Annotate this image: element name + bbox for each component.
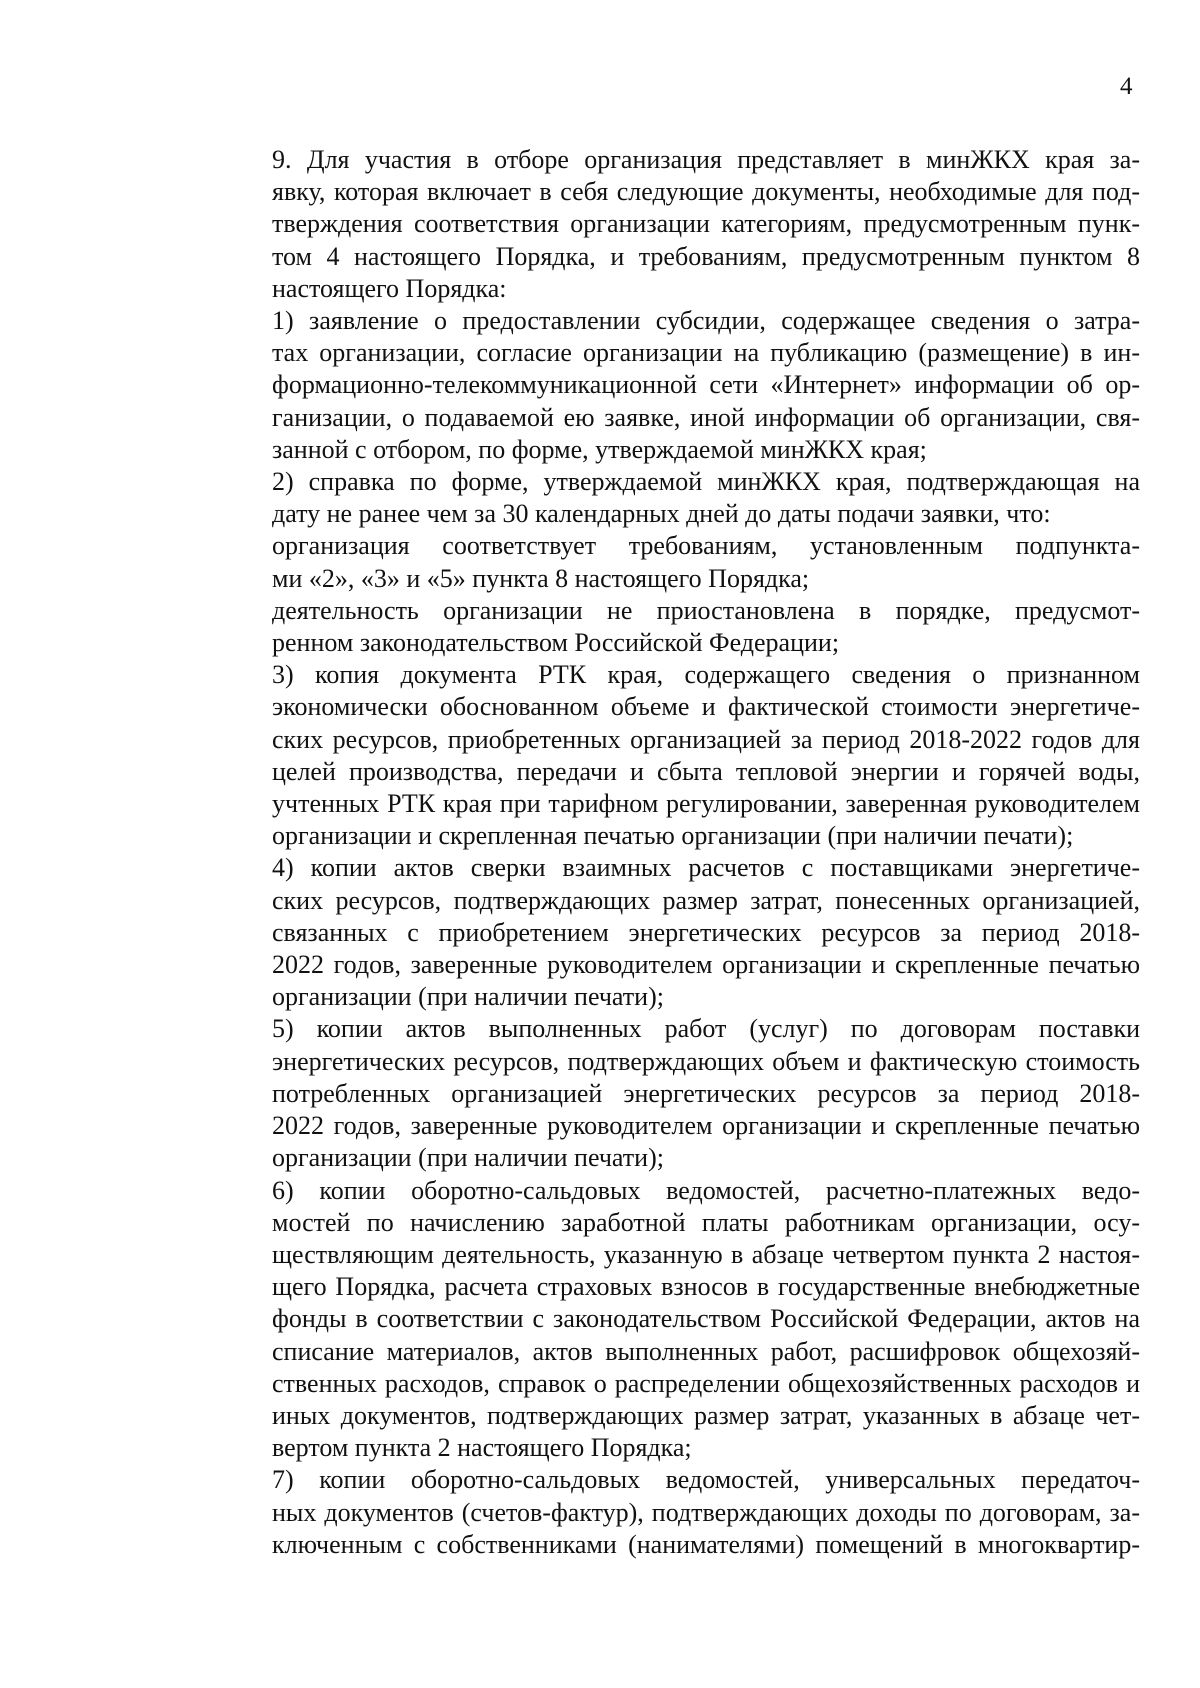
text-line: организация соответствует требованиям, установленным подпункта- [272, 531, 1140, 561]
text-line: тах организации, согласие организации на публикацию (размещение) в ин- [272, 338, 1140, 368]
text-line: занной с отбором, по форме, утверждаемой минЖКХ края; [272, 434, 927, 464]
text-line: списание материалов, актов выполненных работ, расшифровок общехозяй- [272, 1336, 1140, 1366]
text-line: тверждения соответствия организации категориям, предусмотренным пунк- [272, 209, 1140, 239]
text-line: экономически обоснованном объеме и фактической стоимости энергетиче- [272, 692, 1140, 722]
text-line: ственных расходов, справок о распределении общехозяйственных расходов и [272, 1368, 1140, 1398]
text-line: организации и скрепленная печатью организации (при наличии печати); [272, 821, 1074, 851]
text-line: 2022 годов, заверенные руководителем организации и скрепленные печатью [272, 950, 1140, 980]
document-body [200, 144, 1140, 1561]
text-line: энергетических ресурсов, подтверждающих объем и фактическую стоимость [272, 1046, 1140, 1076]
text-line: иных документов, подтверждающих размер затрат, указанных в абзаце чет- [272, 1400, 1140, 1430]
text-line: ганизации, о подаваемой ею заявке, иной информации об организации, свя- [272, 402, 1140, 432]
text-line: организации (при наличии печати); [272, 982, 664, 1012]
text-line: ных документов (счетов-фактур), подтверждающих доходы по договорам, за- [272, 1497, 1140, 1527]
paragraph-p9-2 [200, 466, 1140, 530]
text-line: 2022 годов, заверенные руководителем организации и скрепленные печатью [272, 1111, 1140, 1141]
text-line: формационно-телекоммуникационной сети «Интернет» информации об ор- [272, 370, 1140, 400]
paragraph-p9-2a [200, 530, 1140, 594]
text-line: учтенных РТК края при тарифном регулировании, заверенная руководителем [272, 789, 1140, 819]
text-line: 3) копия документа РТК края, содержащего сведения о признанном [272, 660, 1140, 690]
text-line: деятельность организации не приостановлена в порядке, предусмот- [272, 595, 1140, 625]
text-line: 6) копии оборотно-сальдовых ведомостей, расчетно-платежных ведо- [272, 1175, 1140, 1205]
paragraph-p9-1 [200, 305, 1140, 466]
text-line: 9. Для участия в отборе организация представляет в минЖКХ края за- [272, 145, 1140, 174]
text-line: 2) справка по форме, утверждаемой минЖКХ края, подтверждающая на [272, 467, 1140, 497]
paragraph-p9-4 [200, 852, 1140, 1013]
text-line: целей производства, передачи и сбыта тепловой энергии и горячей воды, [272, 756, 1140, 786]
text-line: ми «2», «3» и «5» пункта 8 настоящего Порядка; [272, 563, 810, 593]
text-line: потребленных организацией энергетических ресурсов за период 2018- [272, 1078, 1140, 1108]
text-line: 7) копии оборотно-сальдовых ведомостей, универсальных передаточ- [272, 1465, 1140, 1495]
text-line: вертом пункта 2 настоящего Порядка; [272, 1433, 692, 1463]
text-line: фонды в соответствии с законодательством Российской Федерации, актов на [272, 1304, 1140, 1334]
text-line: явку, которая включает в себя следующие документы, необходимые для под- [272, 177, 1140, 207]
text-line: дату не ранее чем за 30 календарных дней до даты подачи заявки, что: [272, 499, 1051, 529]
text-line: 4) копии актов сверки взаимных расчетов с поставщиками энергетиче- [272, 853, 1140, 883]
text-line: 1) заявление о предоставлении субсидии, содержащее сведения о затра- [272, 306, 1140, 336]
paragraph-p9-5 [200, 1013, 1140, 1174]
paragraph-p9 [200, 144, 1140, 305]
text-line: 5) копии актов выполненных работ (услуг) по договорам поставки [272, 1014, 1140, 1044]
paragraph-p9-3 [200, 659, 1140, 852]
paragraph-p9-2b [200, 595, 1140, 659]
text-line: настоящего Порядка: [272, 273, 507, 303]
text-line: организации (при наличии печати); [272, 1143, 664, 1173]
text-line: щего Порядка, расчета страховых взносов в государственные внебюджетные [272, 1272, 1140, 1302]
paragraph-p9-7 [200, 1464, 1140, 1561]
text-line: ских ресурсов, подтверждающих размер затрат, понесенных организацией, [272, 885, 1140, 915]
text-line: связанных с приобретением энергетических ресурсов за период 2018- [272, 917, 1140, 947]
text-line: ключенным с собственниками (нанимателями) помещений в многоквартир- [272, 1529, 1140, 1559]
text-line: ществляющим деятельность, указанную в абзаце четвертом пункта 2 настоя- [272, 1239, 1140, 1269]
text-line: ских ресурсов, приобретенных организацией за период 2018-2022 годов для [272, 724, 1140, 754]
page-number: 4 [1120, 73, 1133, 100]
text-line: том 4 настоящего Порядка, и требованиям, предусмотренным пунктом 8 [272, 241, 1140, 271]
text-line: ренном законодательством Российской Федерации; [272, 628, 840, 658]
text-line: мостей по начислению заработной платы работникам организации, осу- [272, 1207, 1140, 1237]
paragraph-p9-6 [200, 1175, 1140, 1465]
